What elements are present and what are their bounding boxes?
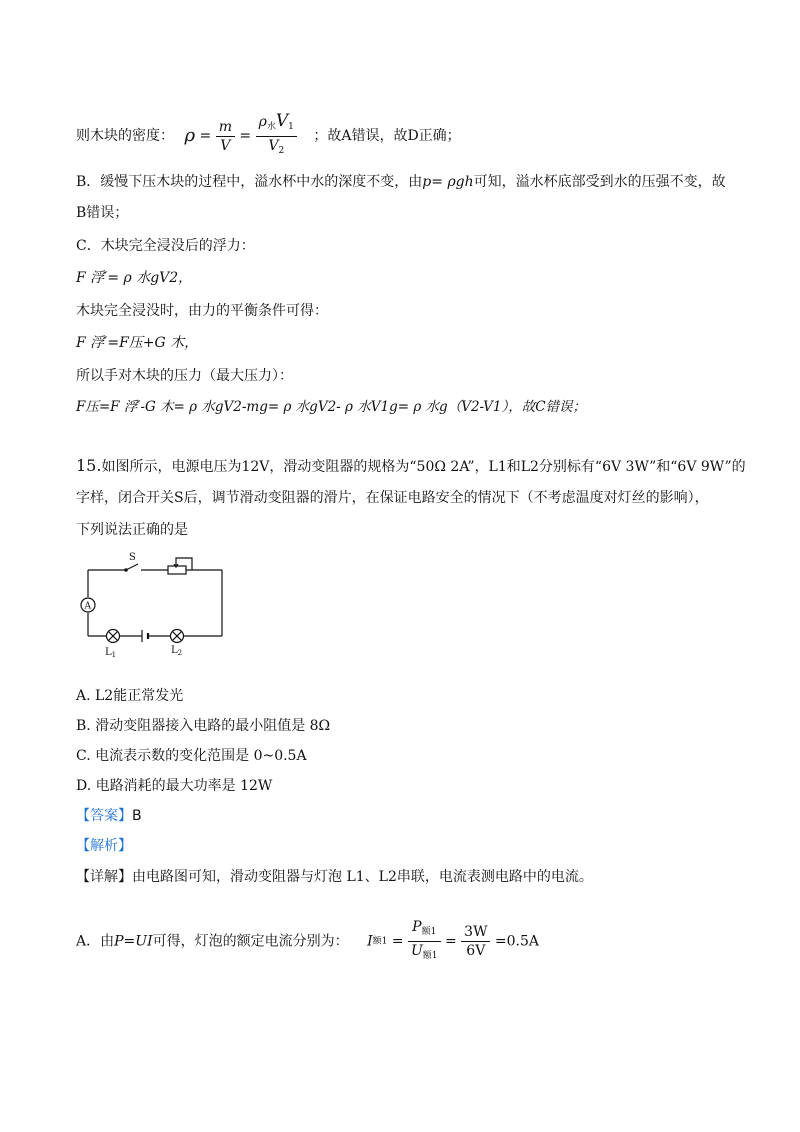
- rho-water-symbol: ρ: [258, 114, 267, 130]
- analysis-line: [76, 836, 132, 856]
- part-b-line1: [76, 172, 726, 192]
- frac-den-v2: [256, 137, 297, 160]
- part-b-text-b: 可知，溢水杯底部受到水的压强不变，故: [473, 174, 726, 190]
- option-b[interactable]: B. 滑动变阻器接入电路的最小阻值是 8Ω: [76, 718, 331, 734]
- q15-text-1: 如图所示，电源电压为12V，滑动变阻器的规格为“50Ω 2A”，L1和L2分别标有“6V 3W”和“6V 9W”的: [101, 459, 746, 475]
- switch-label: S: [129, 552, 136, 563]
- analysis-tag: 【解析】: [76, 838, 132, 854]
- part-c-intro: C．木块完全浸没后的浮力：: [76, 238, 255, 254]
- switch-blade: [126, 564, 138, 570]
- fraction-m-over-v: [216, 118, 235, 155]
- option-c[interactable]: C. 电流表示数的变化范围是 0~0.5A: [76, 748, 307, 764]
- frac-den-v: V: [220, 137, 231, 154]
- frac-num-m: m: [216, 118, 235, 137]
- v1-symbol: V: [275, 111, 289, 131]
- lamp1-subscript: 1: [111, 651, 117, 659]
- q15-line3: 下列说法正确的是: [76, 522, 188, 538]
- circuit-diagram: [76, 548, 236, 660]
- v1-subscript: 1: [288, 122, 294, 132]
- part-b-text-a: B．缓慢下压木块的过程中，溢水杯中水的深度不变，由: [76, 174, 423, 190]
- lamp1-label: [105, 647, 116, 659]
- ammeter-label: A: [84, 601, 91, 612]
- density-tail: ；故A错误，故D正确；: [313, 128, 461, 144]
- solution-a-mid: 可得，灯泡的额定电流分别为：: [152, 933, 349, 950]
- switch-pivot: [125, 569, 127, 571]
- part-b-line2: B错误；: [76, 205, 129, 221]
- answer-line: [76, 806, 142, 826]
- rho-symbol: ρ: [184, 125, 196, 146]
- rated-current-formula: I额1 = $\frac{P_{额1}}{U_{额1}}$ = $\frac{3W}{6V}$ =0.5A: [367, 918, 539, 965]
- density-formula: ρ = $\frac{m}{V}$ = $\frac{\rho_水V_1}{V_2}$: [184, 112, 296, 160]
- rheostat-body: [168, 566, 186, 574]
- q15-number: 15.: [76, 456, 102, 475]
- q15-line1: [76, 456, 746, 477]
- detail-tag: 【详解】: [76, 869, 132, 885]
- rated-current-result: =0.5A: [494, 933, 540, 950]
- lamp2-label: [171, 645, 182, 657]
- frac-num-3w: 3W: [461, 923, 490, 942]
- frac-den-6v: 6V: [466, 943, 486, 959]
- detail-text: 由电路图可知，滑动变阻器与灯泡 L1、L2串联，电流表测电路中的电流。: [132, 869, 593, 885]
- density-line: [76, 111, 461, 156]
- option-a[interactable]: A. L2能正常发光: [76, 688, 184, 704]
- detail-line: [76, 867, 593, 887]
- solution-a-prefix: A．由: [76, 933, 115, 950]
- frac-num-p: [408, 918, 441, 942]
- v2-symbol: V: [268, 138, 279, 154]
- current-subscript: 额1: [372, 936, 388, 947]
- part-b-formula: p= ρgh: [422, 174, 474, 190]
- current-symbol: I: [367, 933, 373, 950]
- water-subscript: 水: [266, 122, 276, 132]
- answer-value: B: [132, 808, 142, 824]
- rheostat-slider: [176, 558, 192, 570]
- q15-line2: 字样，闭合开关S后，调节滑动变阻器的滑片，在保证电路安全的情况下（不考虑温度对灯丝的影响），: [76, 490, 709, 506]
- fraction-3w-over-6v: [461, 923, 490, 960]
- lamp2-letter: L: [171, 645, 178, 656]
- fraction-rho-v1-over-v2: [256, 112, 297, 160]
- fraction-p-over-u: [408, 918, 441, 965]
- power-subscript: 额1: [421, 927, 437, 937]
- part-c-balance: 木块完全浸没时，由力的平衡条件可得：: [76, 303, 328, 319]
- density-label: 则木块的密度：: [76, 128, 174, 144]
- solution-a-line: [76, 918, 539, 966]
- power-symbol: P: [412, 919, 422, 935]
- part-c-eq1: F 浮′= ρ 水gV2，: [76, 270, 193, 286]
- frac-den-u: [408, 942, 441, 965]
- part-c-eq2: F 浮′=F压+G 木，: [76, 335, 199, 351]
- lamp2-subscript: 2: [177, 649, 183, 657]
- part-c-press-intro: 所以手对木块的压力（最大压力）：: [76, 368, 293, 384]
- lamp1-letter: L: [105, 647, 112, 658]
- option-d[interactable]: D. 电路消耗的最大功率是 12W: [76, 778, 273, 794]
- voltage-subscript: 额1: [422, 951, 438, 961]
- answer-tag: 【答案】: [76, 808, 132, 824]
- part-c-eq3: F压=F 浮′-G 木= ρ 水gV2-mg= ρ 水gV2- ρ 水V1g= ρ 水g（V2-V1），故C错误；: [76, 399, 587, 415]
- frac-num-rho-v1: [256, 112, 297, 137]
- voltage-symbol: U: [410, 943, 423, 959]
- v2-subscript: 2: [278, 146, 285, 156]
- solution-a-formula: P=UI: [114, 933, 153, 950]
